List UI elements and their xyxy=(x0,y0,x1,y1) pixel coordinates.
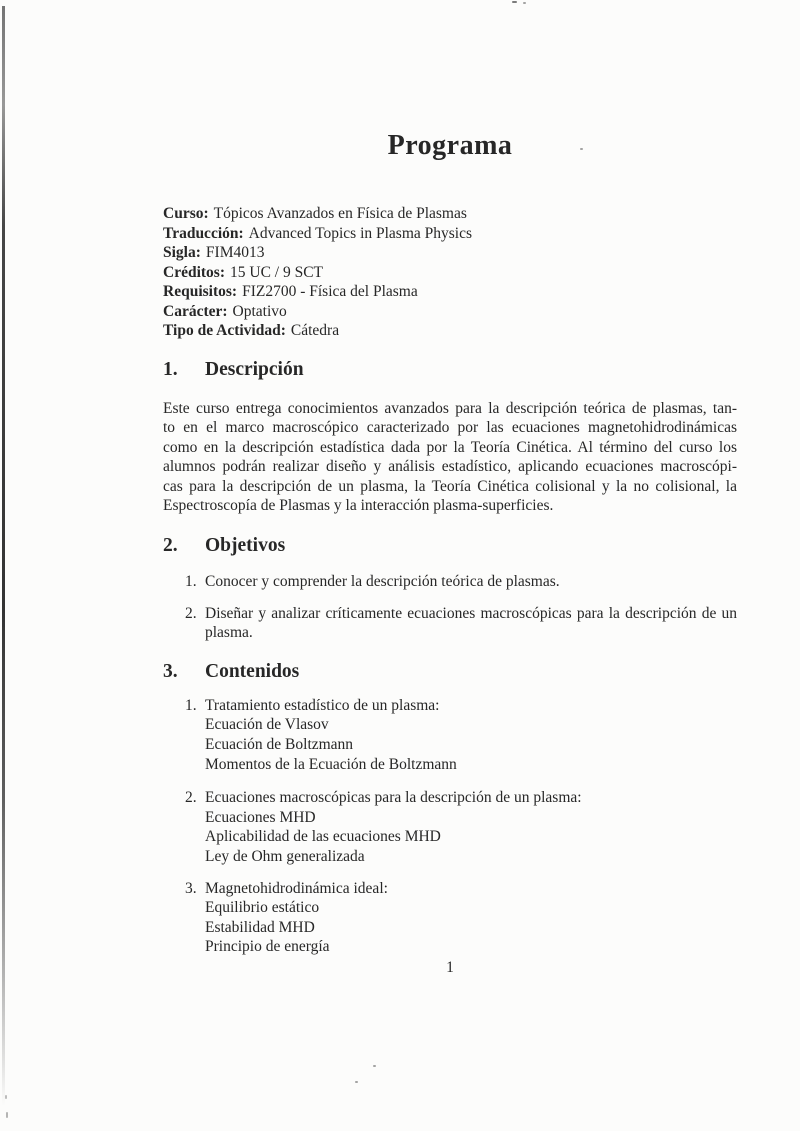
item-number: 2. xyxy=(185,789,197,807)
item-number: 2. xyxy=(185,604,197,622)
course-field xyxy=(163,263,737,283)
paragraph-line: Espectroscopía de Plasmas y la interacción plasma-superficies. xyxy=(163,497,554,515)
course-field-value: Tópicos Avanzados en Física de Plasmas xyxy=(213,205,467,222)
item-subline: Ley de Ohm generalizada xyxy=(205,848,365,865)
item-subline: Aplicabilidad de las ecuaciones MHD xyxy=(205,828,441,846)
scan-artifact-line xyxy=(2,6,5,1106)
scan-speck xyxy=(355,1081,358,1083)
section-number: 2. xyxy=(163,535,178,557)
section-title: Objetivos xyxy=(205,535,286,557)
course-field-label: Tipo de Actividad: xyxy=(163,322,286,339)
text-block xyxy=(163,0,737,957)
course-field-value: 15 UC / 9 SCT xyxy=(230,263,324,281)
section-number: 3. xyxy=(163,660,178,682)
course-field-value: Optativo xyxy=(232,302,287,320)
scan-speck xyxy=(5,1095,7,1099)
paragraph-line: to en el marco macroscópico caracterizado por las ecuaciones magnetohidrodinámicas xyxy=(163,419,737,437)
objetivos-item xyxy=(163,604,737,643)
course-field xyxy=(163,204,737,224)
descripcion-paragraph xyxy=(163,399,737,517)
item-subline: Momentos de la Ecuación de Boltzmann xyxy=(205,755,457,773)
scan-speck xyxy=(373,1065,376,1067)
course-field-value: Advanced Topics in Plasma Physics xyxy=(248,224,473,242)
course-field-label: Requisitos: xyxy=(163,283,238,300)
item-text: Conocer y comprender la descripción teórica de plasmas. xyxy=(205,573,560,591)
course-field-label: Sigla: xyxy=(163,244,201,261)
item-text: Diseñar y analizar críticamente ecuaciones macroscópicas para la descripción de un plasma. xyxy=(205,604,737,642)
item-number: 1. xyxy=(185,573,197,591)
scan-speck xyxy=(6,1112,8,1118)
course-field-value: Cátedra xyxy=(290,322,340,339)
item-subline: Ecuación de Vlasov xyxy=(205,716,329,734)
course-field xyxy=(163,224,737,244)
item-number: 1. xyxy=(185,696,197,714)
paragraph-line: Este curso entrega conocimientos avanzados para la descripción teórica de plasmas, tan- xyxy=(163,399,737,417)
paragraph-line: alumnos podrán realizar diseño y análisis estadístico, aplicando ecuaciones macroscópi- xyxy=(163,458,737,476)
page-title: Programa xyxy=(387,130,513,161)
section-number: 1. xyxy=(163,358,178,380)
course-field-label: Curso: xyxy=(163,205,209,222)
contenidos-item xyxy=(163,696,737,774)
item-subline: Estabilidad MHD xyxy=(205,918,315,936)
item-subline: Ecuación de Boltzmann xyxy=(205,736,354,754)
contenidos-item xyxy=(163,788,737,866)
page-number: 1 xyxy=(446,959,454,976)
course-field xyxy=(163,302,737,322)
item-lead: Ecuaciones macroscópicas para la descripción de un plasma: xyxy=(205,789,582,807)
objetivos-item xyxy=(163,572,737,592)
section-heading-contenidos xyxy=(163,659,737,685)
course-field xyxy=(163,321,737,341)
item-number: 3. xyxy=(185,879,197,897)
paragraph-line: cas para la descripción de un plasma, la Teoría Cinética colisional y la no colisional, la xyxy=(163,477,737,495)
section-heading-objetivos xyxy=(163,533,737,559)
section-title: Contenidos xyxy=(205,660,300,682)
section-heading-descripcion xyxy=(163,357,737,383)
course-field-value: FIM4013 xyxy=(205,244,265,261)
course-field-label: Carácter: xyxy=(163,302,228,320)
item-subline: Ecuaciones MHD xyxy=(205,808,316,826)
contenidos-item xyxy=(163,879,737,957)
course-info xyxy=(163,204,737,341)
paragraph-line: como en la descripción estadística dada por la Teoría Cinética. Al término del curso los xyxy=(163,438,737,456)
course-field-label: Créditos: xyxy=(163,263,225,281)
item-lead: Magnetohidrodinámica ideal: xyxy=(205,879,388,897)
course-field-label: Traducción: xyxy=(163,224,244,242)
item-subline: Principio de energía xyxy=(205,938,330,956)
section-title: Descripción xyxy=(205,358,304,380)
course-field-value: FIZ2700 - Física del Plasma xyxy=(242,283,418,300)
item-subline: Equilibrio estático xyxy=(205,899,320,917)
item-lead: Tratamiento estadístico de un plasma: xyxy=(205,696,440,714)
course-field xyxy=(163,243,737,263)
course-field xyxy=(163,282,737,302)
